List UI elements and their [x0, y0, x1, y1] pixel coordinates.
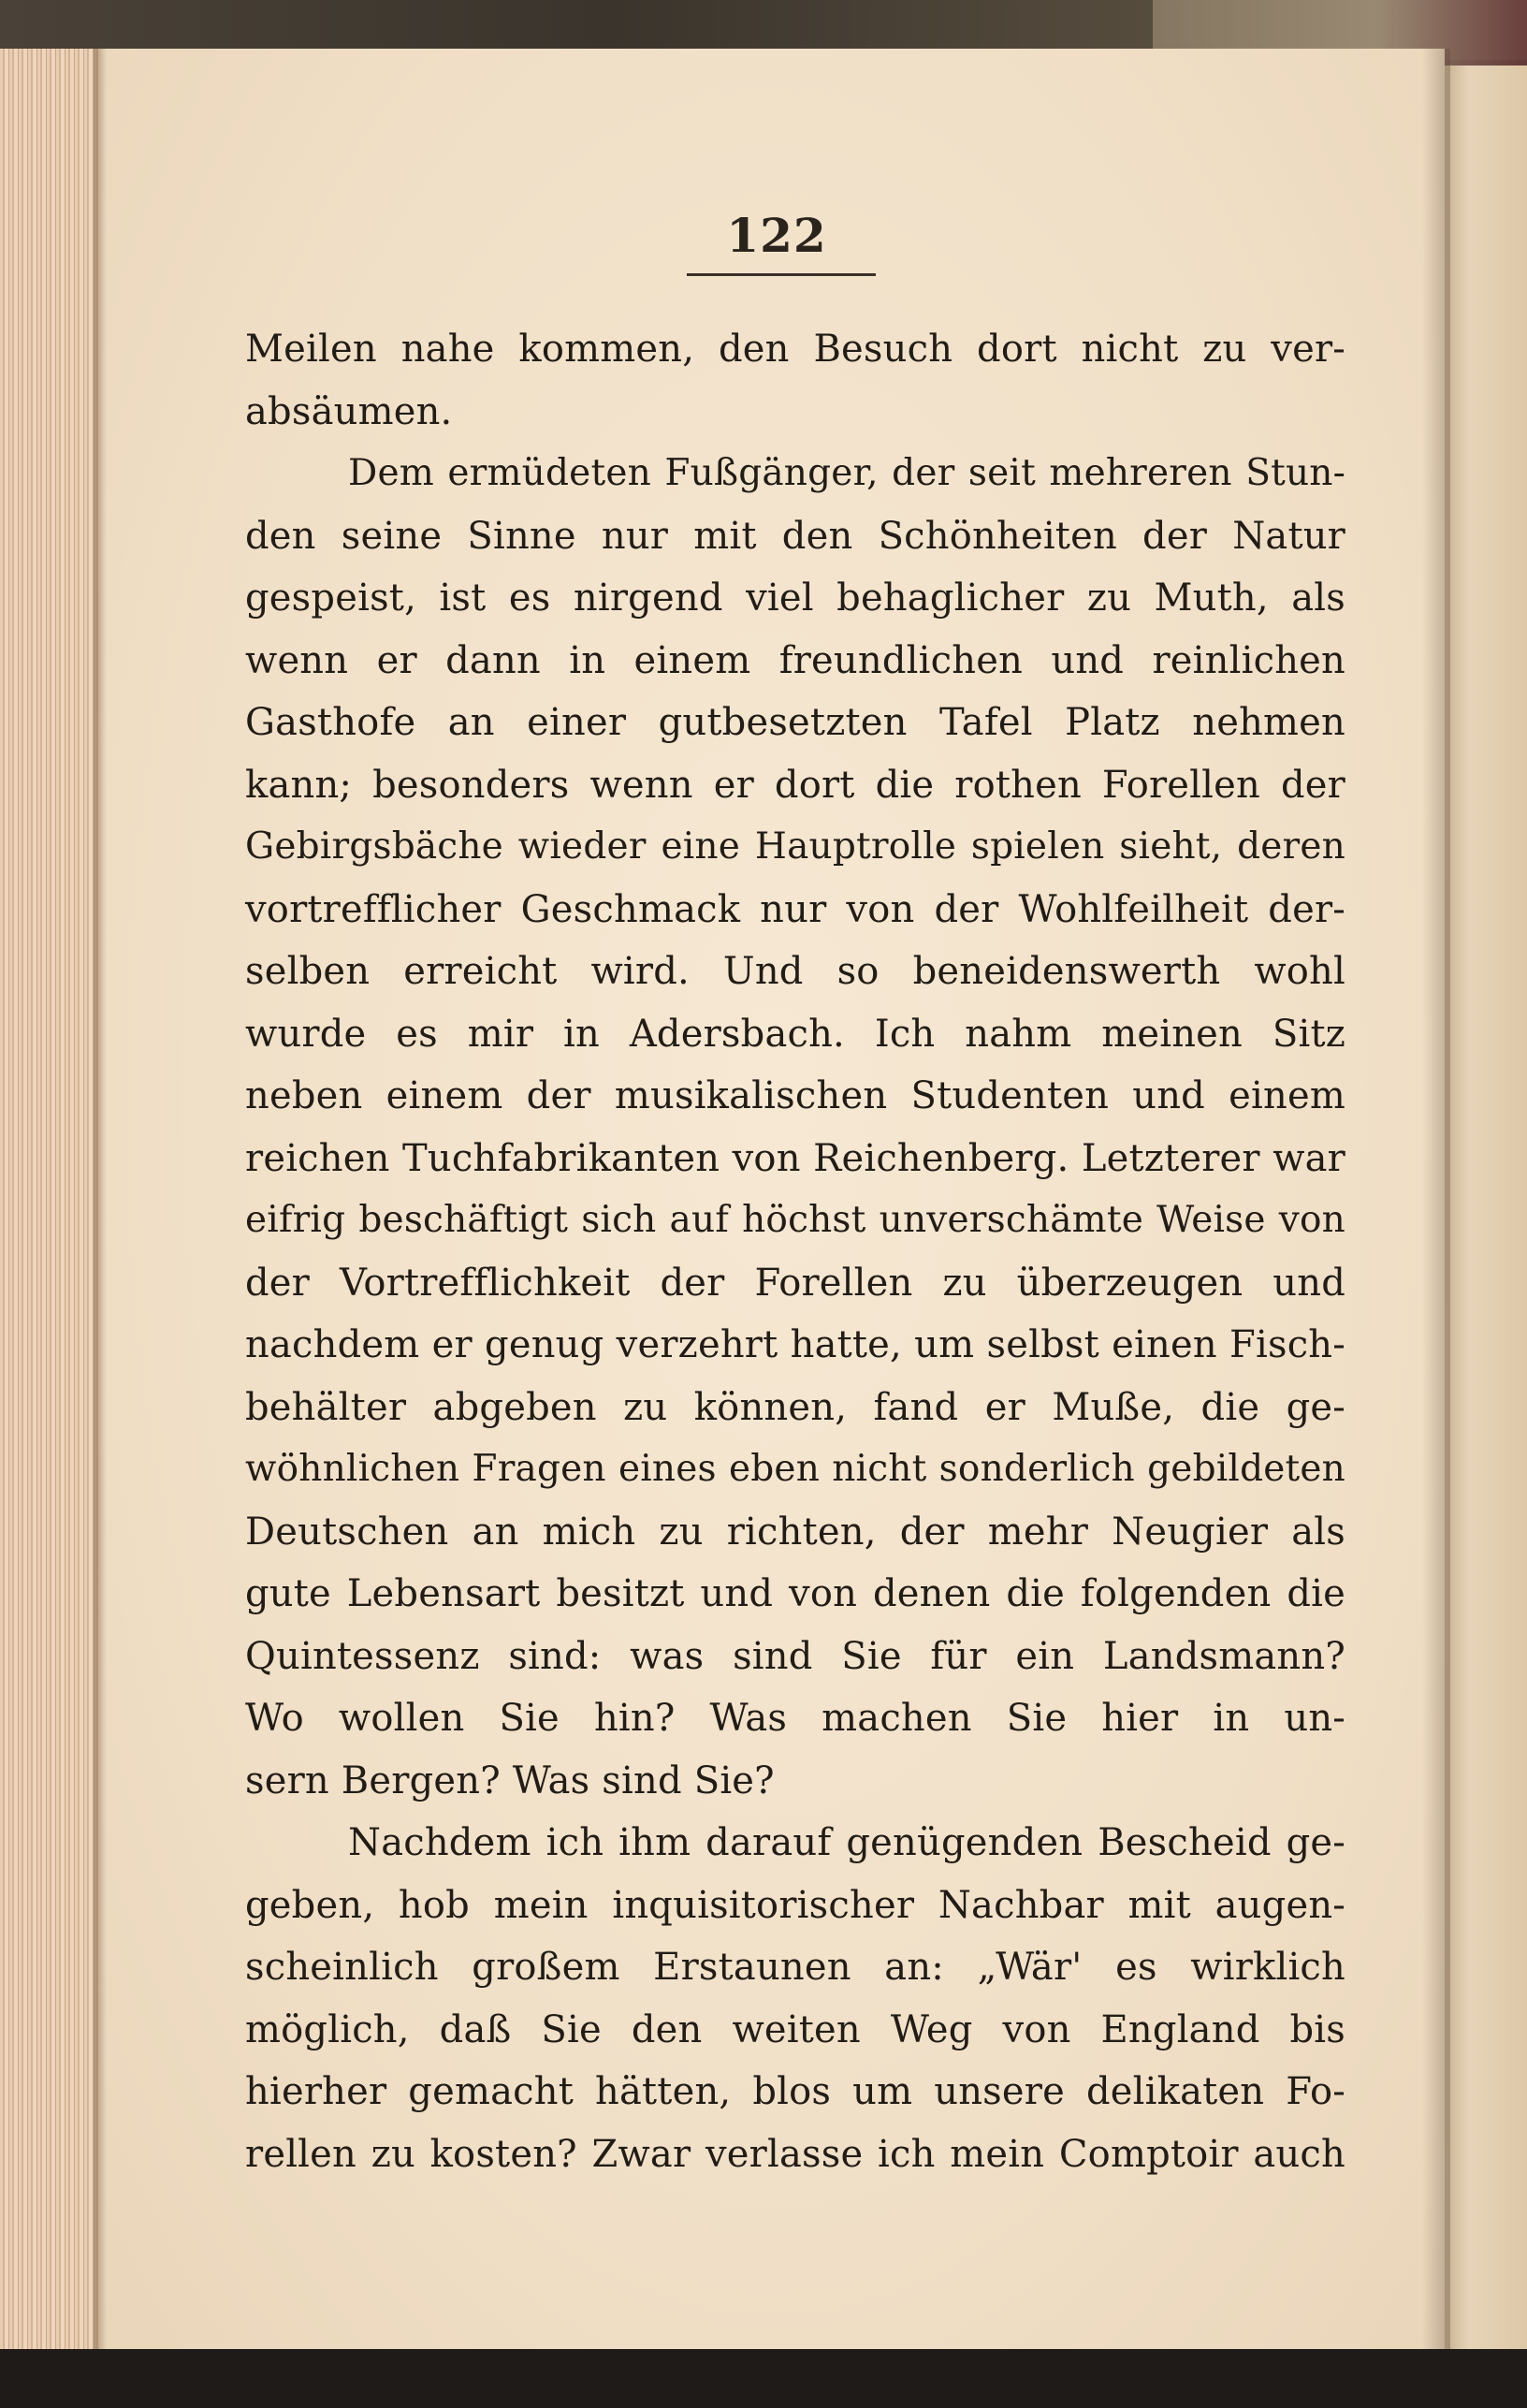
text-line: Deutschen an mich zu richten, der mehr Neugier als: [245, 1510, 1345, 1554]
text-line: hierher gemacht hätten, blos um unsere delikaten Fo-: [245, 2070, 1345, 2113]
text-line: behälter abgeben zu können, fand er Muße, die ge-: [245, 1385, 1345, 1429]
text-line: eifrig beschäftigt sich auf höchst unverschämte Weise von: [245, 1199, 1345, 1241]
text-line: kann; besonders wenn er dort die rothen Forellen der: [245, 763, 1345, 807]
text-line: gespeist, ist es nirgend viel behaglicher zu Muth, als: [245, 576, 1345, 620]
text-line: selben erreicht wird. Und so beneidenswerth wohl: [245, 950, 1345, 993]
text-line: geben, hob mein inquisitorischer Nachbar mit augen-: [245, 1883, 1345, 1927]
text-line: nachdem er genug verzehrt hatte, um selbst einen Fisch-: [245, 1323, 1345, 1366]
page-leaves-edge: [0, 49, 101, 2360]
text-line: wöhnlichen Fragen eines eben nicht sonderlich gebildeten: [245, 1448, 1345, 1490]
text-line: Gasthofe an einer gutbesetzten Tafel Platz nehmen: [245, 701, 1345, 744]
facing-page-edge: [1445, 66, 1527, 2349]
text-line: absäumen.: [245, 389, 453, 433]
text-line: Gebirgsbäche wieder eine Hauptrolle spielen sieht, deren: [245, 825, 1345, 868]
page-number-rule: [687, 273, 876, 276]
text-line: reichen Tuchfabrikanten von Reichenberg. Letzterer war: [245, 1136, 1345, 1180]
body-text: [245, 318, 1345, 2185]
text-line: sern Bergen? Was sind Sie?: [245, 1759, 775, 1802]
text-line: neben einem der musikalischen Studenten und einem: [245, 1074, 1345, 1117]
text-line: Quintessenz sind: was sind Sie für ein Landsmann?: [245, 1634, 1345, 1678]
text-line: scheinlich großem Erstaunen an: „Wär' es wirklich: [245, 1946, 1345, 1989]
text-line: der Vortrefflichkeit der Forellen zu überzeugen und: [245, 1261, 1345, 1305]
text-line: rellen zu kosten? Zwar verlasse ich mein Comptoir auch: [245, 2132, 1345, 2176]
text-line: wurde es mir in Adersbach. Ich nahm meinen Sitz: [245, 1012, 1345, 1056]
page-number: 122: [726, 208, 827, 263]
text-line: wenn er dann in einem freundlichen und reinlichen: [245, 638, 1345, 682]
page-edge-shadow: [94, 49, 107, 2360]
text-line: Meilen nahe kommen, den Besuch dort nicht zu ver-: [245, 328, 1345, 371]
text-line: Nachdem ich ihm darauf genügenden Bescheid ge-: [348, 1821, 1345, 1864]
text-line: den seine Sinne nur mit den Schönheiten der Natur: [245, 514, 1345, 558]
text-line: Dem ermüdeten Fußgänger, der seit mehreren Stun-: [348, 452, 1345, 494]
text-line: gute Lebensart besitzt und von denen die folgenden die: [245, 1572, 1345, 1615]
text-line: möglich, daß Sie den weiten Weg von England bis: [245, 2007, 1345, 2051]
gutter-shadow: [1422, 49, 1450, 2360]
text-line: vortrefflicher Geschmack nur von der Wohlfeilheit der-: [245, 887, 1345, 931]
text-line: Wo wollen Sie hin? Was machen Sie hier in un-: [245, 1697, 1345, 1740]
bottom-background: [0, 2349, 1527, 2408]
